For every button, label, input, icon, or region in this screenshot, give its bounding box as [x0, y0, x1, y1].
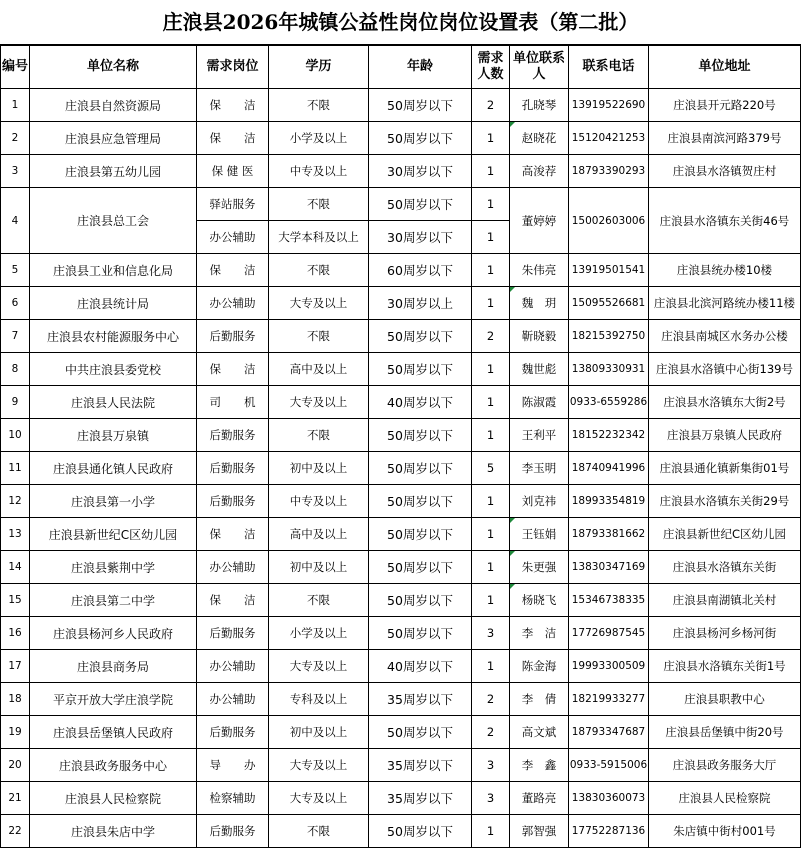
age-limit: 50周岁以下 — [369, 452, 472, 485]
phone-number: 13919501541 — [569, 254, 649, 287]
row-number: 13 — [1, 518, 30, 551]
unit-name: 庄浪县人民检察院 — [30, 782, 197, 815]
header-addr: 单位地址 — [649, 46, 801, 89]
row-number: 18 — [1, 683, 30, 716]
row-number: 11 — [1, 452, 30, 485]
unit-name: 庄浪县政务服务中心 — [30, 749, 197, 782]
job-post: 保 洁 — [197, 353, 269, 386]
table-row — [1, 122, 801, 155]
unit-name: 庄浪县工业和信息化局 — [30, 254, 197, 287]
headcount: 1 — [472, 188, 510, 221]
education: 不限 — [269, 815, 369, 848]
contact-person: 李 洁 — [510, 617, 569, 650]
job-post: 检察辅助 — [197, 782, 269, 815]
row-number: 12 — [1, 485, 30, 518]
table-row — [1, 617, 801, 650]
unit-name: 庄浪县人民法院 — [30, 386, 197, 419]
education: 初中及以上 — [269, 452, 369, 485]
job-post: 保 洁 — [197, 584, 269, 617]
contact-person: 李 倩 — [510, 683, 569, 716]
phone-number: 18793381662 — [569, 518, 649, 551]
table-row — [1, 287, 801, 320]
education: 不限 — [269, 584, 369, 617]
contact-person: 朱伟亮 — [510, 254, 569, 287]
unit-name: 庄浪县杨河乡人民政府 — [30, 617, 197, 650]
phone-number: 18215392750 — [569, 320, 649, 353]
headcount: 1 — [472, 386, 510, 419]
phone-number: 18219933277 — [569, 683, 649, 716]
education: 不限 — [269, 320, 369, 353]
education: 初中及以上 — [269, 716, 369, 749]
unit-name: 庄浪县朱店中学 — [30, 815, 197, 848]
header-edu: 学历 — [269, 46, 369, 89]
education: 不限 — [269, 188, 369, 221]
age-limit: 50周岁以下 — [369, 617, 472, 650]
phone-number: 18152232342 — [569, 419, 649, 452]
contact-person: 朱更强 — [510, 551, 569, 584]
table-row — [1, 650, 801, 683]
table-row — [1, 782, 801, 815]
table-row — [1, 353, 801, 386]
job-post: 保 健 医 — [197, 155, 269, 188]
unit-name: 庄浪县总工会 — [30, 188, 197, 254]
headcount: 5 — [472, 452, 510, 485]
headcount: 3 — [472, 749, 510, 782]
unit-address: 庄浪县水洛镇东关街 — [649, 551, 801, 584]
education: 大专及以上 — [269, 749, 369, 782]
table-row — [1, 683, 801, 716]
job-post: 办公辅助 — [197, 287, 269, 320]
unit-address: 庄浪县杨河乡杨河街 — [649, 617, 801, 650]
unit-address: 朱店镇中街村001号 — [649, 815, 801, 848]
table-row — [1, 485, 801, 518]
header-post: 需求岗位 — [197, 46, 269, 89]
row-number: 17 — [1, 650, 30, 683]
age-limit: 50周岁以下 — [369, 551, 472, 584]
job-post: 后勤服务 — [197, 485, 269, 518]
row-number: 20 — [1, 749, 30, 782]
contact-person: 魏 玥 — [510, 287, 569, 320]
education: 中专及以上 — [269, 485, 369, 518]
contact-person: 高文斌 — [510, 716, 569, 749]
job-post: 保 洁 — [197, 89, 269, 122]
unit-address: 庄浪县北滨河路统办楼11楼 — [649, 287, 801, 320]
table-row — [1, 155, 801, 188]
job-post: 办公辅助 — [197, 650, 269, 683]
headcount: 2 — [472, 320, 510, 353]
page-title: 庄浪县2026年城镇公益性岗位岗位设置表（第二批） — [0, 0, 801, 45]
job-post: 办公辅助 — [197, 221, 269, 254]
contact-person: 王钰娟 — [510, 518, 569, 551]
unit-name: 庄浪县岳堡镇人民政府 — [30, 716, 197, 749]
age-limit: 50周岁以下 — [369, 716, 472, 749]
headcount: 1 — [472, 485, 510, 518]
age-limit: 30周岁以下 — [369, 221, 472, 254]
table-body — [1, 89, 801, 848]
unit-name: 庄浪县紫荆中学 — [30, 551, 197, 584]
table-row — [1, 716, 801, 749]
age-limit: 40周岁以下 — [369, 650, 472, 683]
header-phone: 联系电话 — [569, 46, 649, 89]
phone-number: 15346738335 — [569, 584, 649, 617]
unit-name: 庄浪县第二中学 — [30, 584, 197, 617]
contact-person: 董婷婷 — [510, 188, 569, 254]
contact-person: 陈金海 — [510, 650, 569, 683]
unit-address: 庄浪县水洛镇东关街29号 — [649, 485, 801, 518]
phone-number: 13830360073 — [569, 782, 649, 815]
headcount: 2 — [472, 716, 510, 749]
table-row — [1, 419, 801, 452]
job-post: 后勤服务 — [197, 419, 269, 452]
headcount: 1 — [472, 155, 510, 188]
unit-name: 庄浪县农村能源服务中心 — [30, 320, 197, 353]
unit-address: 庄浪县水洛镇贺庄村 — [649, 155, 801, 188]
phone-number: 13809330931 — [569, 353, 649, 386]
row-number: 14 — [1, 551, 30, 584]
row-number: 22 — [1, 815, 30, 848]
job-post: 保 洁 — [197, 518, 269, 551]
contact-person: 杨晓飞 — [510, 584, 569, 617]
table-row — [1, 551, 801, 584]
unit-address: 庄浪县通化镇新集街01号 — [649, 452, 801, 485]
age-limit: 50周岁以下 — [369, 815, 472, 848]
phone-number: 0933-5915006 — [569, 749, 649, 782]
contact-person: 赵晓花 — [510, 122, 569, 155]
header-contact: 单位联系人 — [510, 46, 569, 89]
row-number: 15 — [1, 584, 30, 617]
age-limit: 50周岁以下 — [369, 518, 472, 551]
job-post: 驿站服务 — [197, 188, 269, 221]
job-post: 导 办 — [197, 749, 269, 782]
row-number: 1 — [1, 89, 30, 122]
table-row — [1, 188, 801, 221]
unit-name: 庄浪县应急管理局 — [30, 122, 197, 155]
unit-name: 庄浪县自然资源局 — [30, 89, 197, 122]
unit-name: 庄浪县商务局 — [30, 650, 197, 683]
headcount: 1 — [472, 254, 510, 287]
phone-number: 0933-6559286 — [569, 386, 649, 419]
row-number: 9 — [1, 386, 30, 419]
education: 小学及以上 — [269, 122, 369, 155]
unit-address: 庄浪县水洛镇东大街2号 — [649, 386, 801, 419]
table-row — [1, 749, 801, 782]
row-number: 19 — [1, 716, 30, 749]
age-limit: 30周岁以下 — [369, 155, 472, 188]
phone-number: 18993354819 — [569, 485, 649, 518]
contact-person: 王利平 — [510, 419, 569, 452]
unit-address: 庄浪县南城区水务办公楼 — [649, 320, 801, 353]
positions-table — [0, 45, 801, 848]
header-unit: 单位名称 — [30, 46, 197, 89]
phone-number: 17726987545 — [569, 617, 649, 650]
unit-name: 庄浪县第五幼儿园 — [30, 155, 197, 188]
age-limit: 30周岁以上 — [369, 287, 472, 320]
headcount: 1 — [472, 287, 510, 320]
education: 大专及以上 — [269, 386, 369, 419]
unit-address: 庄浪县开元路220号 — [649, 89, 801, 122]
unit-name: 庄浪县万泉镇 — [30, 419, 197, 452]
unit-address: 庄浪县南滨河路379号 — [649, 122, 801, 155]
age-limit: 50周岁以下 — [369, 353, 472, 386]
contact-person: 靳晓毅 — [510, 320, 569, 353]
table-row — [1, 254, 801, 287]
education: 大专及以上 — [269, 782, 369, 815]
contact-person: 李玉明 — [510, 452, 569, 485]
age-limit: 50周岁以下 — [369, 188, 472, 221]
unit-address: 庄浪县岳堡镇中街20号 — [649, 716, 801, 749]
header-no: 编号 — [1, 46, 30, 89]
phone-number: 13830347169 — [569, 551, 649, 584]
unit-address: 庄浪县万泉镇人民政府 — [649, 419, 801, 452]
education: 高中及以上 — [269, 518, 369, 551]
job-post: 后勤服务 — [197, 815, 269, 848]
job-post: 后勤服务 — [197, 716, 269, 749]
age-limit: 50周岁以下 — [369, 89, 472, 122]
unit-name: 平京开放大学庄浪学院 — [30, 683, 197, 716]
contact-person: 高浚荐 — [510, 155, 569, 188]
age-limit: 35周岁以下 — [369, 782, 472, 815]
row-number: 8 — [1, 353, 30, 386]
education: 高中及以上 — [269, 353, 369, 386]
job-post: 后勤服务 — [197, 617, 269, 650]
contact-person: 魏世彪 — [510, 353, 569, 386]
phone-number: 13919522690 — [569, 89, 649, 122]
contact-person: 李 鑫 — [510, 749, 569, 782]
contact-person: 孔晓琴 — [510, 89, 569, 122]
headcount: 2 — [472, 89, 510, 122]
education: 专科及以上 — [269, 683, 369, 716]
age-limit: 40周岁以下 — [369, 386, 472, 419]
age-limit: 50周岁以下 — [369, 419, 472, 452]
table-row — [1, 518, 801, 551]
headcount: 1 — [472, 353, 510, 386]
age-limit: 50周岁以下 — [369, 584, 472, 617]
unit-address: 庄浪县职教中心 — [649, 683, 801, 716]
unit-address: 庄浪县政务服务大厅 — [649, 749, 801, 782]
headcount: 3 — [472, 617, 510, 650]
phone-number: 19993300509 — [569, 650, 649, 683]
education: 不限 — [269, 419, 369, 452]
headcount: 1 — [472, 650, 510, 683]
table-row — [1, 89, 801, 122]
table-row — [1, 386, 801, 419]
job-post: 保 洁 — [197, 122, 269, 155]
row-number: 2 — [1, 122, 30, 155]
education: 小学及以上 — [269, 617, 369, 650]
age-limit: 50周岁以下 — [369, 122, 472, 155]
unit-address: 庄浪县南湖镇北关村 — [649, 584, 801, 617]
age-limit: 35周岁以下 — [369, 749, 472, 782]
education: 中专及以上 — [269, 155, 369, 188]
row-number: 4 — [1, 188, 30, 254]
education: 不限 — [269, 254, 369, 287]
row-number: 10 — [1, 419, 30, 452]
unit-name: 庄浪县第一小学 — [30, 485, 197, 518]
job-post: 后勤服务 — [197, 452, 269, 485]
headcount: 2 — [472, 683, 510, 716]
education: 大学本科及以上 — [269, 221, 369, 254]
age-limit: 35周岁以下 — [369, 683, 472, 716]
headcount: 1 — [472, 815, 510, 848]
phone-number: 15002603006 — [569, 188, 649, 254]
row-number: 7 — [1, 320, 30, 353]
unit-address: 庄浪县水洛镇东关街46号 — [649, 188, 801, 254]
job-post: 办公辅助 — [197, 683, 269, 716]
header-row — [1, 46, 801, 89]
headcount: 1 — [472, 419, 510, 452]
table-row — [1, 584, 801, 617]
contact-person: 董路亮 — [510, 782, 569, 815]
unit-address: 庄浪县新世纪C区幼儿园 — [649, 518, 801, 551]
age-limit: 60周岁以下 — [369, 254, 472, 287]
job-post: 保 洁 — [197, 254, 269, 287]
education: 不限 — [269, 89, 369, 122]
education: 大专及以上 — [269, 287, 369, 320]
phone-number: 18793347687 — [569, 716, 649, 749]
unit-address: 庄浪县人民检察院 — [649, 782, 801, 815]
phone-number: 15120421253 — [569, 122, 649, 155]
job-post: 司 机 — [197, 386, 269, 419]
row-number: 5 — [1, 254, 30, 287]
headcount: 3 — [472, 782, 510, 815]
contact-person: 郭智强 — [510, 815, 569, 848]
unit-address: 庄浪县水洛镇东关街1号 — [649, 650, 801, 683]
headcount: 1 — [472, 584, 510, 617]
education: 大专及以上 — [269, 650, 369, 683]
unit-address: 庄浪县统办楼10楼 — [649, 254, 801, 287]
contact-person: 陈淑霞 — [510, 386, 569, 419]
education: 初中及以上 — [269, 551, 369, 584]
phone-number: 15095526681 — [569, 287, 649, 320]
table-row — [1, 452, 801, 485]
contact-person: 刘克祎 — [510, 485, 569, 518]
headcount: 1 — [472, 518, 510, 551]
headcount: 1 — [472, 551, 510, 584]
age-limit: 50周岁以下 — [369, 320, 472, 353]
age-limit: 50周岁以下 — [369, 485, 472, 518]
phone-number: 17752287136 — [569, 815, 649, 848]
table-row — [1, 815, 801, 848]
row-number: 21 — [1, 782, 30, 815]
job-post: 办公辅助 — [197, 551, 269, 584]
table-row — [1, 320, 801, 353]
unit-name: 庄浪县通化镇人民政府 — [30, 452, 197, 485]
phone-number: 18740941996 — [569, 452, 649, 485]
headcount: 1 — [472, 122, 510, 155]
headcount: 1 — [472, 221, 510, 254]
row-number: 6 — [1, 287, 30, 320]
header-count: 需求人数 — [472, 46, 510, 89]
job-post: 后勤服务 — [197, 320, 269, 353]
unit-name: 庄浪县新世纪C区幼儿园 — [30, 518, 197, 551]
row-number: 3 — [1, 155, 30, 188]
unit-name: 庄浪县统计局 — [30, 287, 197, 320]
row-number: 16 — [1, 617, 30, 650]
phone-number: 18793390293 — [569, 155, 649, 188]
unit-address: 庄浪县水洛镇中心街139号 — [649, 353, 801, 386]
unit-name: 中共庄浪县委党校 — [30, 353, 197, 386]
header-age: 年龄 — [369, 46, 472, 89]
